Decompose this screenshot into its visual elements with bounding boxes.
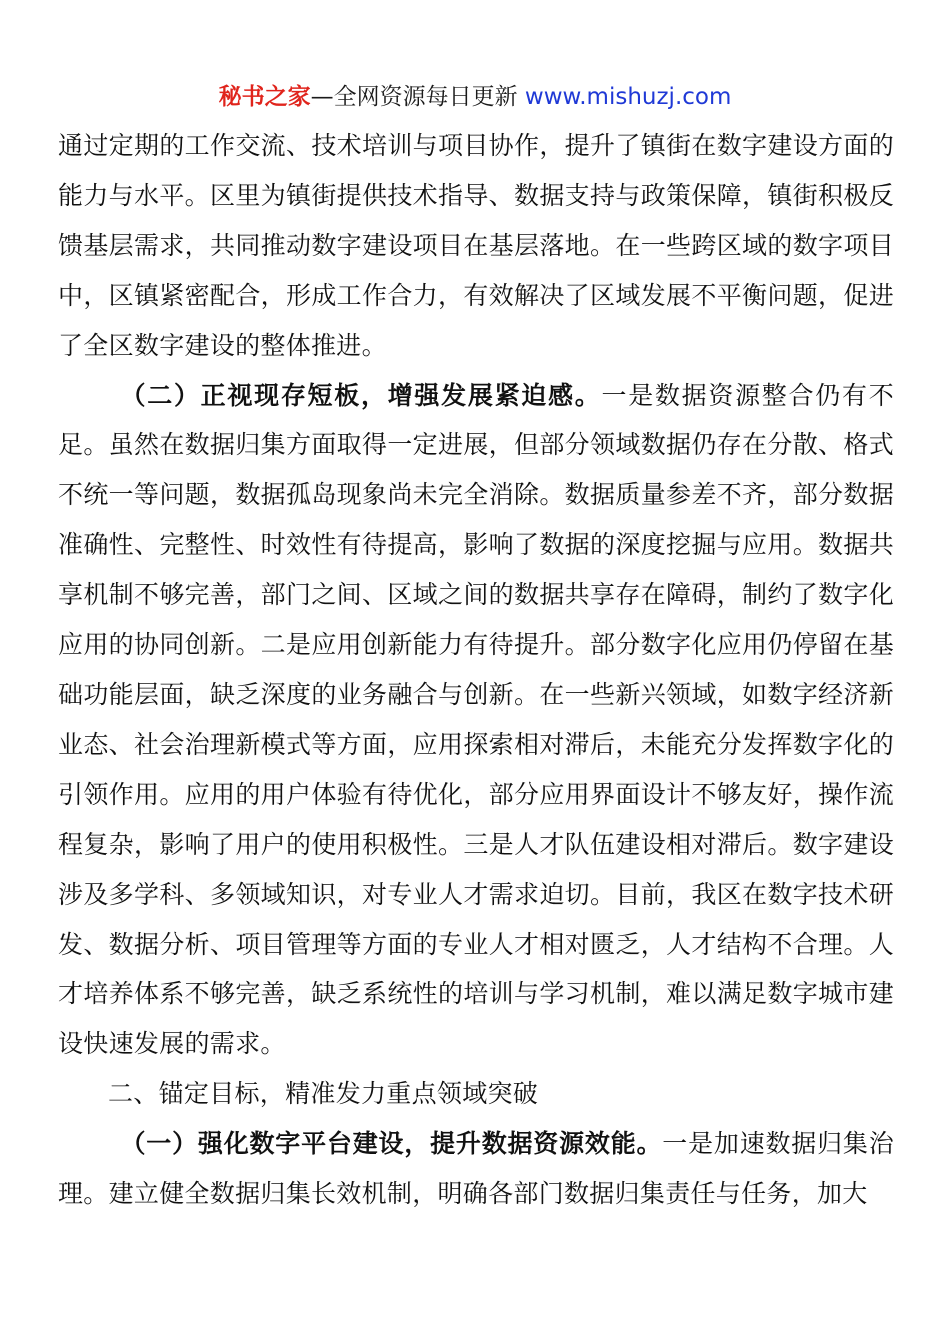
- paragraph-heading: （二）正视现存短板，增强发展紧迫感。: [120, 380, 602, 410]
- paragraph-body: 一是加速数据归集治理。建立健全数据归集长效机制，明确各部门数据归集责任与任务，加大: [58, 1129, 894, 1209]
- paragraph-continuation: 通过定期的工作交流、技术培训与项目协作，提升了镇街在数字建设方面的能力与水平。区里为镇街提供技术指导、数据支持与政策保障，镇街积极反馈基层需求，共同推动数字建设项目在基层落地。在一些跨区域的数字项目中，区镇紧密配合，形成工作合力，有效解决了区域发展不平衡问题，促进了全区数字建设的整体推进。: [58, 131, 894, 360]
- site-url[interactable]: www.mishuzj.com: [524, 84, 732, 110]
- paragraph-body: 一是数据资源整合仍有不足。虽然在数据归集方面取得一定进展，但部分领域数据仍存在分散、格式不统一等问题，数据孤岛现象尚未完全消除。数据质量参差不齐，部分数据准确性、完整性、时效性有待提高，影响了数据的深度挖掘与应用。数据共享机制不够完善，部门之间、区域之间的数据共享存在障碍，制约了数字化应用的协同创新。二是应用创新能力有待提升。部分数字化应用仍停留在基础功能层面，缺乏深度的业务融合与创新。在一些新兴领域，如数字经济新业态、社会治理新模式等方面，应用探索相对滞后，未能充分发挥数字化的引领作用。应用的用户体验有待优化，部分应用界面设计不够友好，操作流程复杂，影响了用户的使用积极性。三是人才队伍建设相对滞后。数字建设涉及多学科、多领域知识，对专业人才需求迫切。目前，我区在数字技术研发、数据分析、项目管理等方面的专业人才相对匮乏，人才结构不合理。人才培养体系不够完善，缺乏系统性的培训与学习机制，难以满足数字城市建设快速发展的需求。: [58, 380, 894, 1059]
- paragraph-shortcomings: [58, 371, 894, 1070]
- document-body: [58, 121, 894, 1219]
- brand-name: 秘书之家: [218, 84, 311, 110]
- paragraph-heading: （一）强化数字平台建设，提升数据资源效能。: [120, 1129, 663, 1159]
- page-header: [0, 80, 950, 114]
- section-title: 二、锚定目标，精准发力重点领域突破: [108, 1079, 539, 1109]
- paragraph-platform: [58, 1119, 894, 1219]
- header-tagline: —全网资源每日更新: [310, 84, 525, 110]
